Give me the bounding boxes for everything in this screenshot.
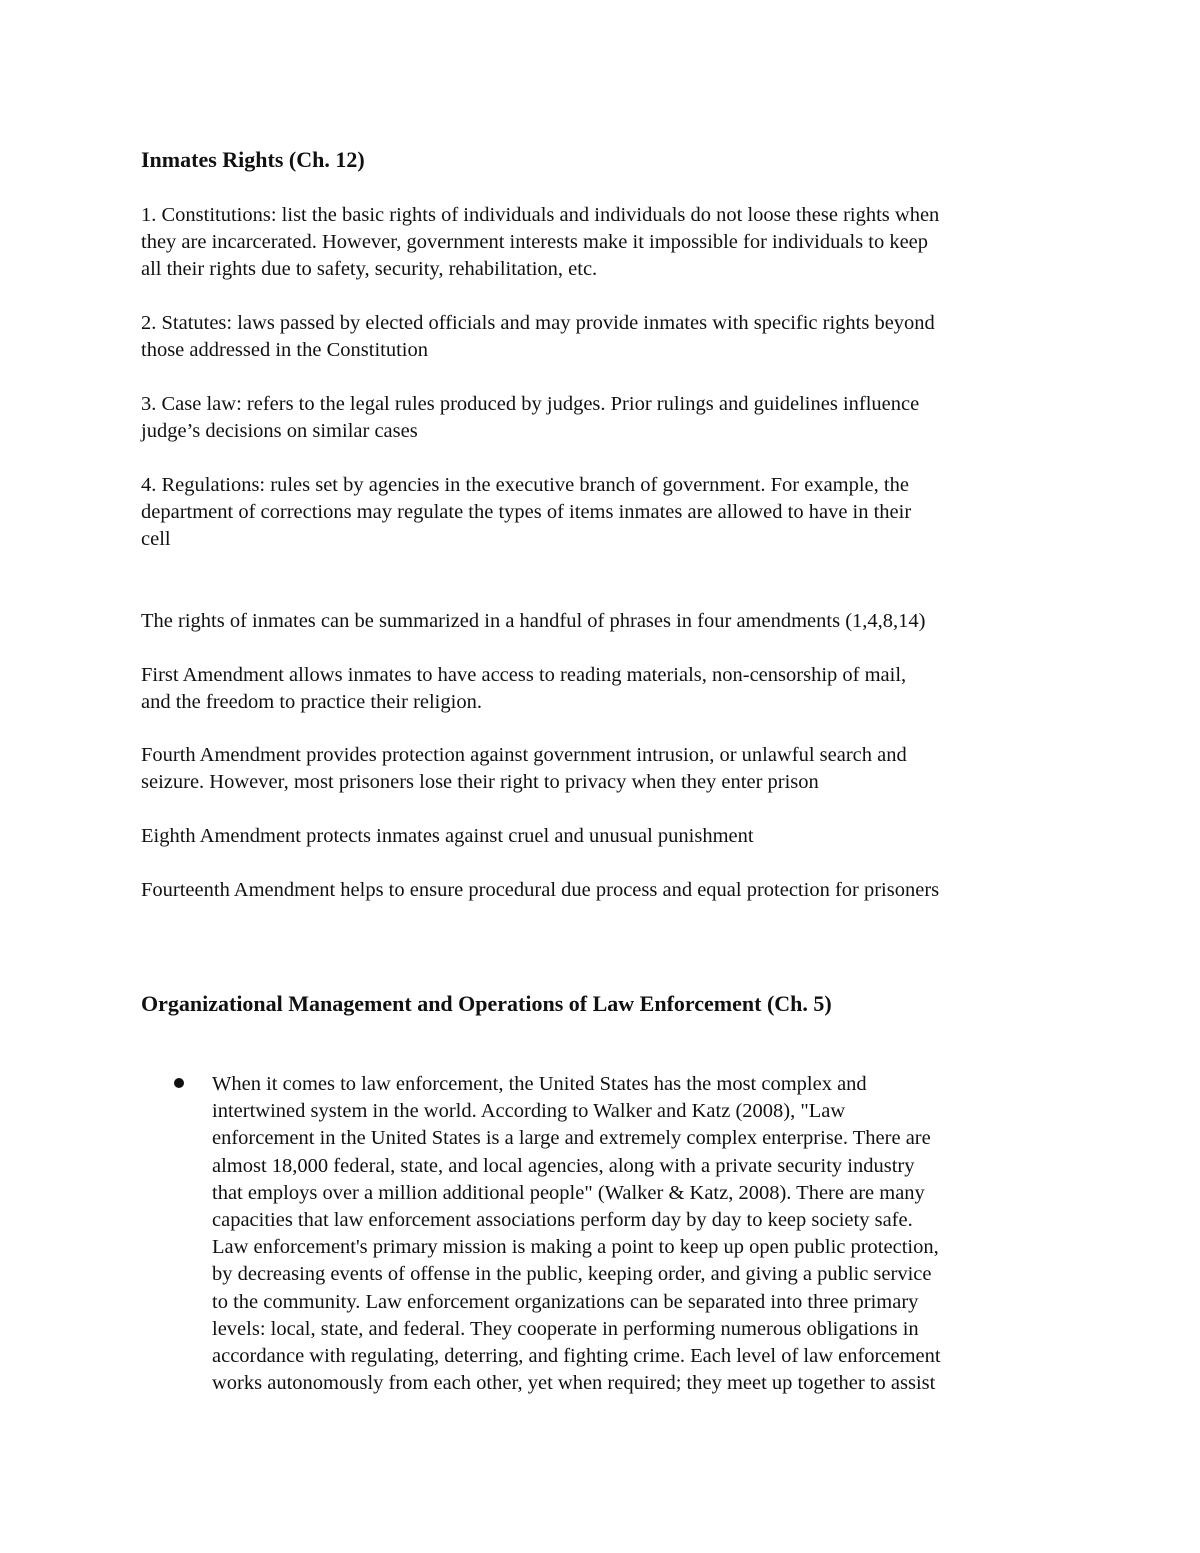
paragraph-regulations [141,472,1061,553]
paragraph-case-law [141,391,1061,445]
text-line: levels: local, state, and federal. They cooperate in performing numerous obligations in [212,1317,919,1340]
text-line: cell [141,528,171,550]
text-line: seizure. However, most prisoners lose their right to privacy when they enter prison [141,771,819,793]
paragraph-fourteenth-amendment [141,877,1061,904]
text-line: 2. Statutes: laws passed by elected officials and may provide inmates with specific rights beyond [141,312,935,334]
text-line: 3. Case law: refers to the legal rules produced by judges. Prior rulings and guidelines influence [141,393,920,415]
text-line: Fourteenth Amendment helps to ensure procedural due process and equal protection for prisoners [141,879,940,901]
text-line: those addressed in the Constitution [141,339,428,361]
section-title-inmates-rights: Inmates Rights (Ch. 12) [141,147,365,172]
paragraph-statutes [141,310,1061,364]
text-line: that employs over a million additional people" (Walker & Katz, 2008). There are many [212,1181,925,1204]
text-line: The rights of inmates can be summarized in a handful of phrases in four amendments (1,4,8,14) [141,610,926,632]
text-line: they are incarcerated. However, government interests make it impossible for individuals to keep [141,231,929,253]
text-line: 4. Regulations: rules set by agencies in the executive branch of government. For example, the [141,474,909,496]
text-line: Eighth Amendment protects inmates against cruel and unusual punishment [141,825,754,847]
section-title-law-enforcement: Organizational Management and Operations of Law Enforcement (Ch. 5) [141,991,832,1016]
text-line: works autonomously from each other, yet when required; they meet up together to assist [212,1372,936,1395]
text-line: Law enforcement's primary mission is making a point to keep up open public protection, [212,1236,939,1259]
text-line: and the freedom to practice their religion. [141,691,482,713]
text-line: judge’s decisions on similar cases [141,420,418,442]
paragraph-constitutions [141,202,1061,283]
bullet-paragraph-law-enforcement [212,1071,1062,1397]
text-line: by decreasing events of offense in the public, keeping order, and giving a public service [212,1263,932,1286]
paragraph-eighth-amendment [141,823,1061,850]
paragraph-first-amendment [141,662,1061,716]
text-line: 1. Constitutions: list the basic rights of individuals and individuals do not loose these rights when [141,204,940,226]
text-line: enforcement in the United States is a large and extremely complex enterprise. There are [212,1127,931,1150]
text-line: department of corrections may regulate the types of items inmates are allowed to have in their [141,501,912,523]
paragraph-amendments-summary [141,608,1061,635]
text-line: First Amendment allows inmates to have access to reading materials, non-censorship of mail, [141,664,907,686]
text-line: Fourth Amendment provides protection against government intrusion, or unlawful search and [141,744,907,766]
text-line: accordance with regulating, deterring, and fighting crime. Each level of law enforcement [212,1345,941,1368]
text-line: all their rights due to safety, security, rehabilitation, etc. [141,258,598,280]
text-line: When it comes to law enforcement, the United States has the most complex and [212,1073,867,1095]
text-line: capacities that law enforcement associations perform day by day to keep society safe. [212,1209,913,1232]
text-line: to the community. Law enforcement organizations can be separated into three primary [212,1290,919,1313]
text-line: intertwined system in the world. According to Walker and Katz (2008), "Law [212,1100,846,1123]
bullet-icon [174,1078,184,1088]
text-line: almost 18,000 federal, state, and local agencies, along with a private security industry [212,1154,915,1177]
paragraph-fourth-amendment [141,742,1061,796]
